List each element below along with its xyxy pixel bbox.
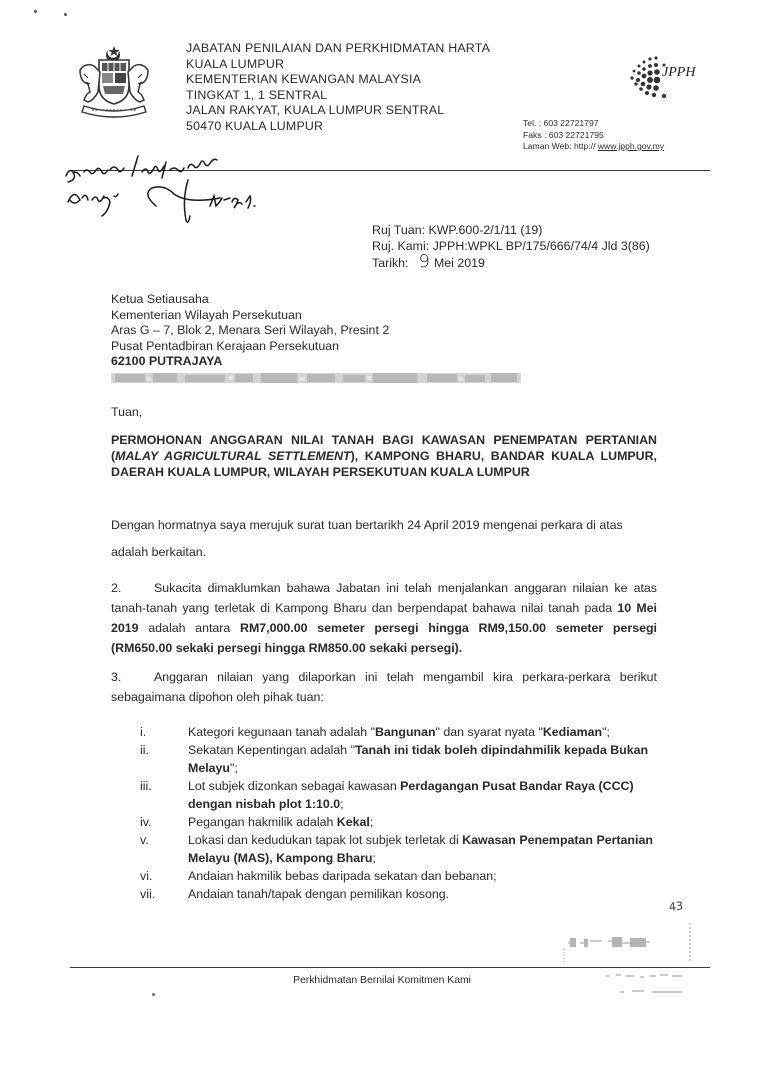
website: Laman Web: http:// www.jpph.gov.my: [523, 141, 665, 151]
salutation: Tuan,: [111, 405, 143, 419]
agency-line: JALAN RAKYAT, KUALA LUMPUR SENTRAL: [186, 103, 445, 118]
list-item: iii. Lot subjek dizonkan sebagai kawasan Perdagangan Pusat Bandar Raya (CCC) dengan nisbah plot 1:10.0;: [140, 779, 634, 811]
coat-of-arms-icon: [72, 44, 156, 118]
handwritten-signature: [60, 150, 290, 230]
website-link[interactable]: www.jpph.gov.my: [597, 141, 665, 151]
agency-line: 50470 KUALA LUMPUR: [186, 118, 324, 133]
list-item: vi. Andaian hakmilik bebas daripada sekatan dan bebanan;: [140, 869, 497, 883]
footer-motto: Perkhidmatan Bernilai Komitmen Kami: [293, 975, 471, 986]
recipient-line: Aras G – 7, Blok 2, Menara Seri Wilayah, Presint 2: [111, 323, 390, 338]
faint-received-stamp: [560, 915, 700, 1015]
list-item: v. Lokasi dan kedudukan tapak lot subjek terletak di Kawasan Penempatan Pertanian Melayu (MAS), Kampong Bharu;: [140, 833, 653, 865]
list-item: i. Kategori kegunaan tanah adalah "Bangunan" dan syarat nyata "Kediaman";: [140, 725, 610, 739]
telephone: Tel. : 603 22721797: [523, 118, 599, 128]
agency-line: KUALA LUMPUR: [186, 56, 285, 71]
conditions-list: [140, 723, 660, 903]
recipient-line: Pusat Pentadbiran Kerajaan Persekutuan: [111, 338, 340, 353]
jpph-logo: [626, 53, 708, 105]
agency-line: KEMENTERIAN KEWANGAN MALAYSIA: [186, 72, 422, 87]
recipient-line: Kementerian Wilayah Persekutuan: [111, 307, 302, 322]
list-item: iv. Pegangan hakmilik adalah Kekal;: [140, 815, 374, 829]
recipient-postcode: 62100 PUTRAJAYA: [111, 354, 223, 369]
recipient-line: Ketua Setiausaha: [111, 292, 209, 306]
paragraph-1: Dengan hormatnya saya merujuk surat tuan bertarikh 24 April 2019 mengenai perkara di atas adalah berkaitan.: [111, 518, 623, 559]
your-reference: Ruj Tuan: KWP.600-2/1/11 (19): [372, 223, 543, 237]
contact-info: [523, 118, 664, 153]
reference-block: [372, 223, 650, 272]
list-item: ii. Sekatan Kepentingan adalah "Tanah ini tidak boleh dipindahmilik kepada Bukan Melayu";: [140, 743, 649, 775]
scan-speck: [64, 13, 67, 16]
our-reference: Ruj. Kami: JPPH:WPKL BP/175/666/74/4 Jld 3(86): [372, 238, 650, 253]
fax: Faks : 603 22721795: [523, 129, 604, 140]
jpph-logo-text: JPPH: [662, 65, 696, 80]
scan-speck: [34, 10, 37, 13]
date-line: Tarikh: 9 Mei 2019: [372, 251, 485, 273]
scan-speck: [152, 993, 155, 996]
footer-divider: [70, 967, 710, 968]
letter-subject: PERMOHONAN ANGGARAN NILAI TANAH BAGI KAWASAN PENEMPATAN PERTANIAN (MALAY AGRICULTURAL SETTLEMENT), KAMPONG BHARU, BANDAR KUALA LUMPUR, DAERAH KUALA LUMPUR, WILAYAH PERSEKUTUAN KUALA LUMPUR: [111, 433, 657, 479]
paragraph-2: 2. Sukacita dimaklumkan bahawa Jabatan ini telah menjalankan anggaran nilaian ke atas tanah-tanah yang terletak di Kampong Bharu dan berpendapat bahawa nilai tanah pada 10 Mei 2019 adalah antara RM7,000.00 semeter persegi hingga RM9,150.00 semeter persegi (RM650.00 sekaki persegi hingga RM850.00 sekaki persegi).: [111, 581, 658, 655]
redacted-text: [111, 371, 521, 384]
list-item: vii. Andaian tanah/tapak dengan pemilikan kosong.: [140, 887, 450, 901]
agency-address-block: [186, 41, 490, 135]
agency-line: TINGKAT 1, 1 SENTRAL: [186, 87, 328, 102]
recipient-address: [111, 292, 389, 370]
date-day-handwritten: 9: [418, 251, 430, 273]
agency-line: JABATAN PENILAIAN DAN PERKHIDMATAN HARTA: [186, 41, 491, 55]
margin-note-handwritten: 43: [668, 899, 684, 914]
paragraph-3: 3. Anggaran nilaian yang dilaporkan ini telah mengambil kira perkara-perkara berikut sebagaimana dipohon oleh pihak tuan:: [111, 670, 657, 704]
